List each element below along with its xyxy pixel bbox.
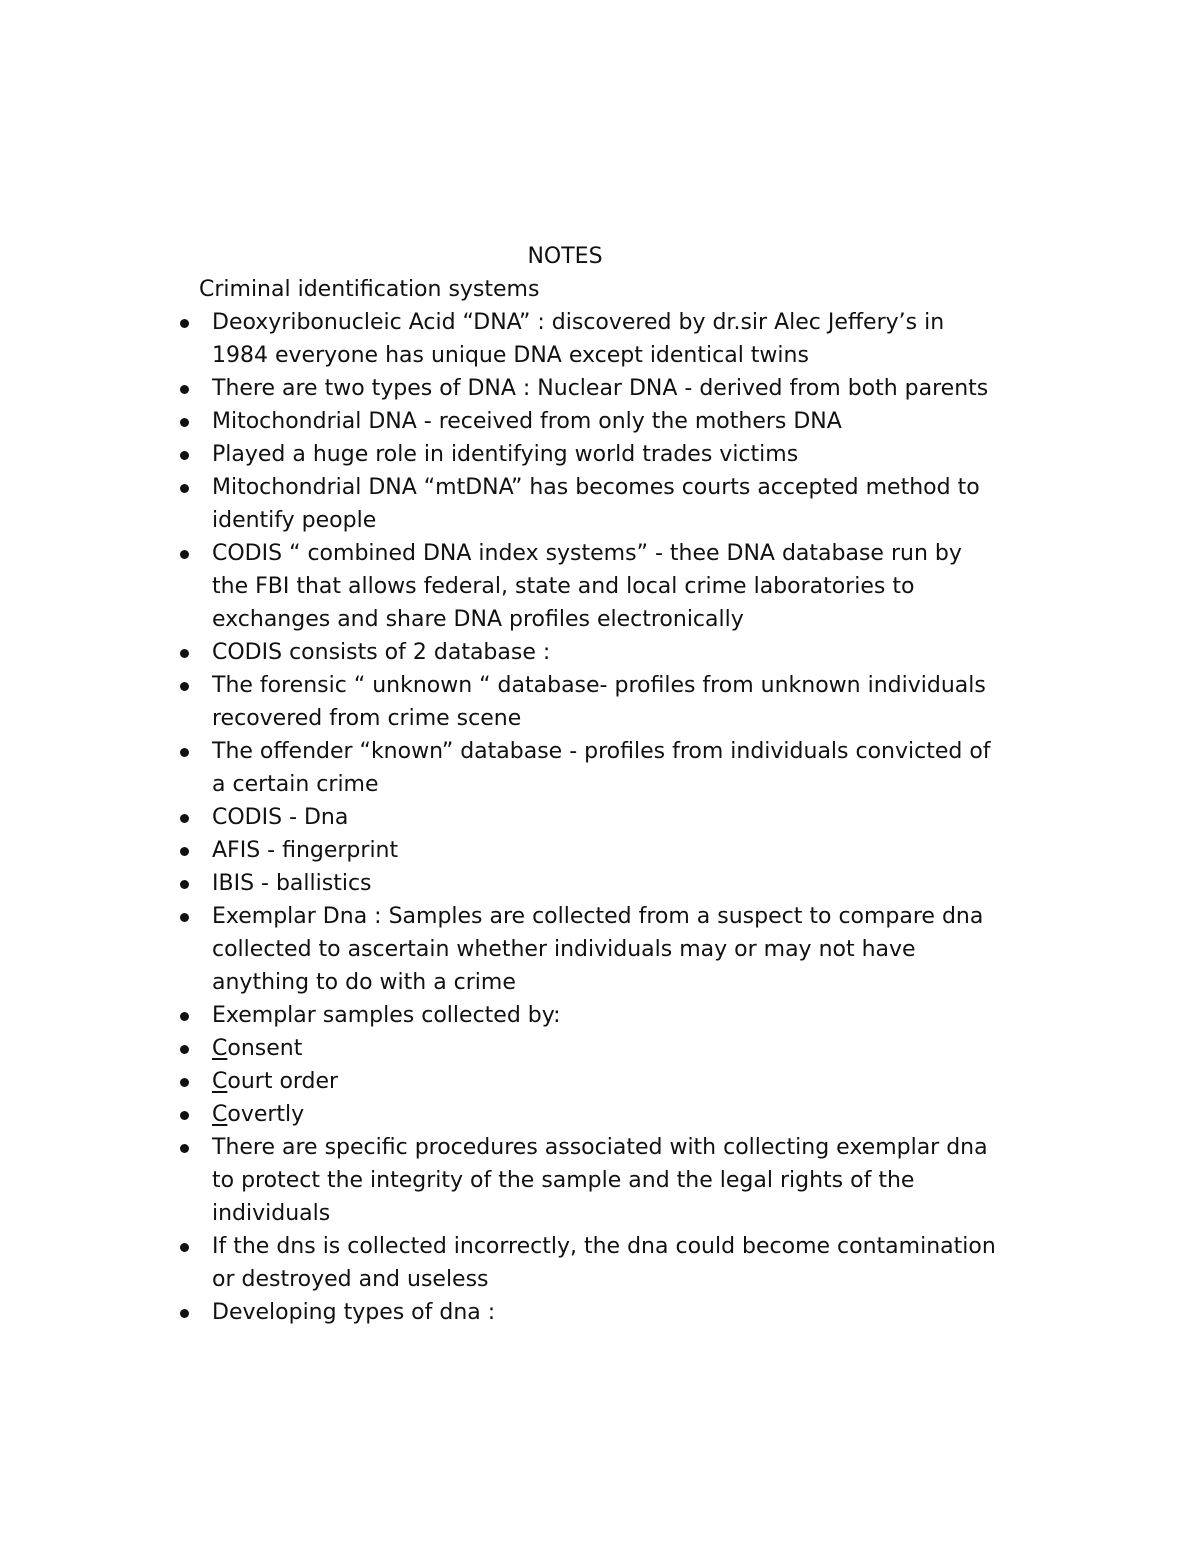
list-item-text: the FBI that allows federal, state and local crime laboratories to bbox=[212, 574, 915, 599]
list-item-text: collected to ascertain whether individuals may or may not have bbox=[212, 937, 916, 962]
list-item bbox=[0, 1230, 1200, 1296]
list-item bbox=[0, 636, 1200, 669]
underlined-initial: C bbox=[212, 1036, 228, 1061]
list-item bbox=[0, 1131, 1200, 1230]
bullet-icon bbox=[180, 814, 189, 823]
bullet-icon bbox=[180, 451, 189, 460]
bullet-icon bbox=[180, 1243, 189, 1252]
bullet-icon bbox=[180, 880, 189, 889]
bullet-icon bbox=[180, 1045, 189, 1054]
bullet-icon bbox=[180, 913, 189, 922]
bullet-icon bbox=[180, 550, 189, 559]
list-item-text: AFIS - fingerprint bbox=[212, 838, 399, 863]
bullet-icon bbox=[180, 1078, 189, 1087]
list-item bbox=[0, 669, 1200, 735]
list-item bbox=[0, 1296, 1200, 1329]
bullet-icon bbox=[180, 1144, 189, 1153]
notes-list bbox=[0, 306, 1200, 1329]
list-item bbox=[0, 1065, 1200, 1098]
list-item-text: Deoxyribonucleic Acid “DNA” : discovered by dr.sir Alec Jeffery’s in bbox=[212, 310, 945, 335]
bullet-icon bbox=[180, 1309, 189, 1318]
list-item bbox=[0, 405, 1200, 438]
list-item-text: 1984 everyone has unique DNA except identical twins bbox=[212, 343, 809, 368]
list-item-text: CODIS “ combined DNA index systems” - thee DNA database run by bbox=[212, 541, 962, 566]
list-item-text: individuals bbox=[212, 1201, 331, 1226]
underlined-initial: C bbox=[212, 1069, 228, 1094]
list-item-text: recovered from crime scene bbox=[212, 706, 522, 731]
bullet-icon bbox=[180, 1012, 189, 1021]
list-item-text: If the dns is collected incorrectly, the dna could become contamination bbox=[212, 1234, 996, 1259]
list-item-text: Mitochondrial DNA “mtDNA” has becomes courts accepted method to bbox=[212, 475, 980, 500]
list-item-text: The forensic “ unknown “ database- profiles from unknown individuals bbox=[212, 673, 986, 698]
list-item bbox=[0, 438, 1200, 471]
list-item-text: There are specific procedures associated with collecting exemplar dna bbox=[212, 1135, 988, 1160]
list-item bbox=[0, 372, 1200, 405]
list-item-text: to protect the integrity of the sample and the legal rights of the bbox=[212, 1168, 915, 1193]
list-item-text: Exemplar samples collected by: bbox=[212, 1003, 561, 1028]
list-item-text bbox=[212, 1065, 1200, 1098]
list-item bbox=[0, 834, 1200, 867]
document-subtitle: Criminal identification systems bbox=[199, 277, 540, 302]
list-item-text: Mitochondrial DNA - received from only the mothers DNA bbox=[212, 409, 842, 434]
bullet-icon bbox=[180, 682, 189, 691]
bullet-icon bbox=[180, 847, 189, 856]
list-item-text: or destroyed and useless bbox=[212, 1267, 489, 1292]
list-item bbox=[0, 900, 1200, 999]
list-item-text: CODIS - Dna bbox=[212, 805, 349, 830]
underlined-initial: C bbox=[212, 1102, 228, 1127]
document-title: NOTES bbox=[527, 244, 603, 269]
list-item-text: Exemplar Dna : Samples are collected from a suspect to compare dna bbox=[212, 904, 984, 929]
list-item-text: exchanges and share DNA profiles electronically bbox=[212, 607, 744, 632]
list-item-text: The offender “known” database - profiles from individuals convicted of bbox=[212, 739, 991, 764]
list-item-text-rest: ourt order bbox=[227, 1069, 339, 1094]
list-item bbox=[0, 1032, 1200, 1065]
bullet-icon bbox=[180, 1111, 189, 1120]
list-item-text: There are two types of DNA : Nuclear DNA - derived from both parents bbox=[212, 376, 989, 401]
list-item-text-rest: overtly bbox=[227, 1102, 305, 1127]
bullet-icon bbox=[180, 748, 189, 757]
bullet-icon bbox=[180, 418, 189, 427]
list-item-text bbox=[212, 1098, 1200, 1131]
list-item-text: a certain crime bbox=[212, 772, 379, 797]
bullet-icon bbox=[180, 484, 189, 493]
list-item-text: Played a huge role in identifying world trades victims bbox=[212, 442, 799, 467]
list-item bbox=[0, 471, 1200, 537]
list-item-text: CODIS consists of 2 database : bbox=[212, 640, 551, 665]
list-item-text: IBIS - ballistics bbox=[212, 871, 372, 896]
list-item bbox=[0, 867, 1200, 900]
list-item-text: identify people bbox=[212, 508, 377, 533]
list-item-text-rest: onsent bbox=[227, 1036, 303, 1061]
bullet-icon bbox=[180, 385, 189, 394]
list-item bbox=[0, 999, 1200, 1032]
bullet-icon bbox=[180, 319, 189, 328]
list-item bbox=[0, 306, 1200, 372]
list-item-text: Developing types of dna : bbox=[212, 1300, 496, 1325]
list-item-text bbox=[212, 1032, 1200, 1065]
list-item bbox=[0, 735, 1200, 801]
list-item bbox=[0, 801, 1200, 834]
bullet-icon bbox=[180, 649, 189, 658]
list-item-text: anything to do with a crime bbox=[212, 970, 516, 995]
list-item bbox=[0, 537, 1200, 636]
list-item bbox=[0, 1098, 1200, 1131]
